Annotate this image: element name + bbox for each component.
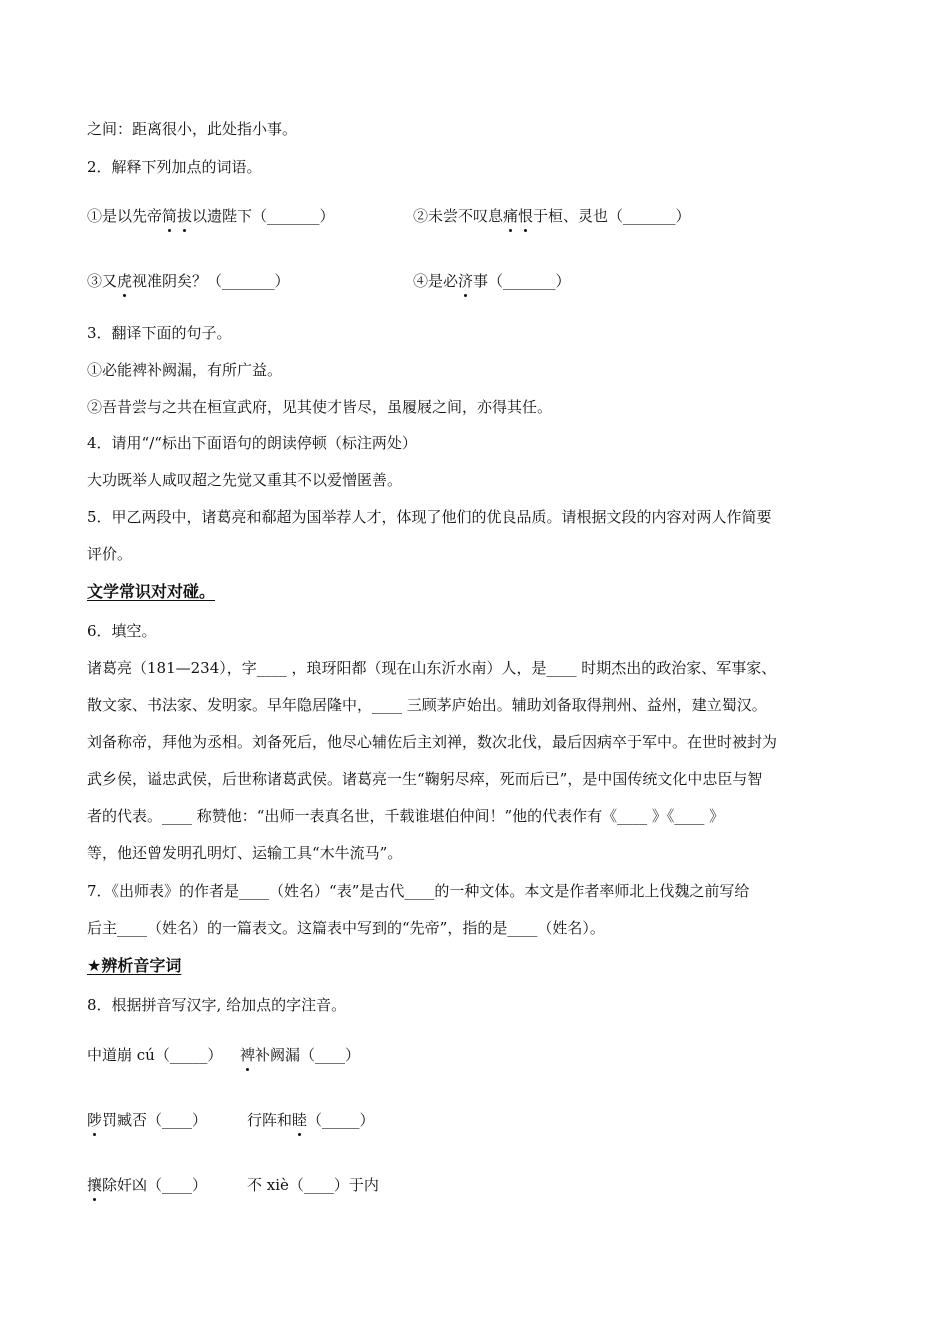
question-8-item-2 xyxy=(240,1044,360,1066)
text-line: 评价。 xyxy=(87,545,133,563)
text-line: 诸葛亮（181—234），字____ ，琅玡阳都（现在山东沂水南）人，是____ 时期杰出的政治家、军事家、 xyxy=(87,659,777,677)
text: ①是以先帝 xyxy=(87,207,163,225)
question-2-item-2 xyxy=(413,205,691,227)
text: ③又 xyxy=(87,272,118,290)
section-heading: ★辨析音字词 xyxy=(87,956,182,975)
section-heading: 文学常识对对碰。 xyxy=(87,582,216,601)
dotted-char: 虎 xyxy=(117,272,133,290)
question-3-title: 3．翻译下面的句子。 xyxy=(87,324,232,342)
question-5-title: 5．甲乙两段中，诸葛亮和郗超为国举荐人才，体现了他们的优良品质。请根据文段的内容对两人作简要 xyxy=(87,508,772,526)
question-8-item-6: 不 xiè（____）于内 xyxy=(247,1176,379,1194)
dotted-char: 陟 xyxy=(87,1111,103,1129)
text-line: ②吾昔尝与之共在桓宣武府，见其使才皆尽，虽履屐之间，亦得其任。 xyxy=(87,398,553,416)
text: 罚臧否（____） xyxy=(102,1111,208,1129)
text: 视准阴矣？（_______） xyxy=(132,272,290,290)
text: ②未尝不叹息 xyxy=(413,207,504,225)
text-line: 武乡侯，谥忠武侯，后世称诸葛武侯。诸葛亮一生“鞠躬尽瘁，死而后已”，是中国传统文化中忠臣与智 xyxy=(87,770,763,788)
text-line: 散文家、书法家、发明家。早年隐居隆中，____ 三顾茅庐始出。辅助刘备取得荆州、益州，建立蜀汉。 xyxy=(87,696,767,714)
text: （_____） xyxy=(307,1111,375,1129)
question-8-title: 8．根据拼音写汉字, 给加点的字注音。 xyxy=(87,996,347,1014)
text: 于桓、灵也（_______） xyxy=(533,207,691,225)
question-8-item-4 xyxy=(247,1109,375,1131)
text-line: 者的代表。____ 称赞他：“出师一表真名世，千载谁堪伯仲间！”他的代表作有《____ 》《____ 》 xyxy=(87,807,725,825)
text: 事（_______） xyxy=(473,272,571,290)
text-line: 后主____（姓名）的一篇表文。这篇表中写到的“先帝”，指的是____（姓名）。 xyxy=(87,919,605,937)
dotted-char: 济 xyxy=(458,272,474,290)
text-line: 等，他还曾发明孔明灯、运输工具“木牛流马”。 xyxy=(87,844,403,862)
dotted-char: 痛 xyxy=(503,207,519,225)
text: 除奸凶（____） xyxy=(102,1176,208,1194)
question-2-item-3 xyxy=(87,270,290,292)
text-line: ①必能裨补阙漏，有所广益。 xyxy=(87,361,283,379)
question-8-item-1: 中道崩 cú（_____） xyxy=(87,1046,223,1064)
text: 以遗陛下（_______） xyxy=(192,207,335,225)
question-6-title: 6．填空。 xyxy=(87,622,157,640)
question-2-title: 2．解释下列加点的词语。 xyxy=(87,158,262,176)
question-4-title: 4．请用“/“标出下面语句的朗读停顿（标注两处） xyxy=(87,434,417,452)
question-7-title: 7．《出师表》的作者是____（姓名）“表”是古代____的一种文体。本文是作者率师北上伐魏之前写给 xyxy=(87,882,750,900)
question-8-item-3 xyxy=(87,1109,207,1131)
dotted-char: 裨 xyxy=(240,1046,256,1064)
text: 行阵和 xyxy=(247,1111,293,1129)
question-2-item-4 xyxy=(413,270,571,292)
text: ④是必 xyxy=(413,272,459,290)
text: 补阙漏（____） xyxy=(255,1046,361,1064)
dotted-char: 拔 xyxy=(177,207,193,225)
question-2-item-1 xyxy=(87,205,335,227)
text-line: 之间：距离很小，此处指小事。 xyxy=(87,120,298,138)
dotted-char: 睦 xyxy=(292,1111,308,1129)
dotted-char: 恨 xyxy=(518,207,534,225)
text-line: 刘备称帝，拜他为丞相。刘备死后，他尽心辅佐后主刘禅，数次北伐，最后因病卒于军中。在世时被封为 xyxy=(87,733,778,751)
dotted-char: 攘 xyxy=(87,1176,103,1194)
question-8-item-5 xyxy=(87,1174,207,1196)
dotted-char: 简 xyxy=(162,207,178,225)
text-line: 大功既举人咸叹超之先觉又重其不以爱憎匿善。 xyxy=(87,471,403,489)
